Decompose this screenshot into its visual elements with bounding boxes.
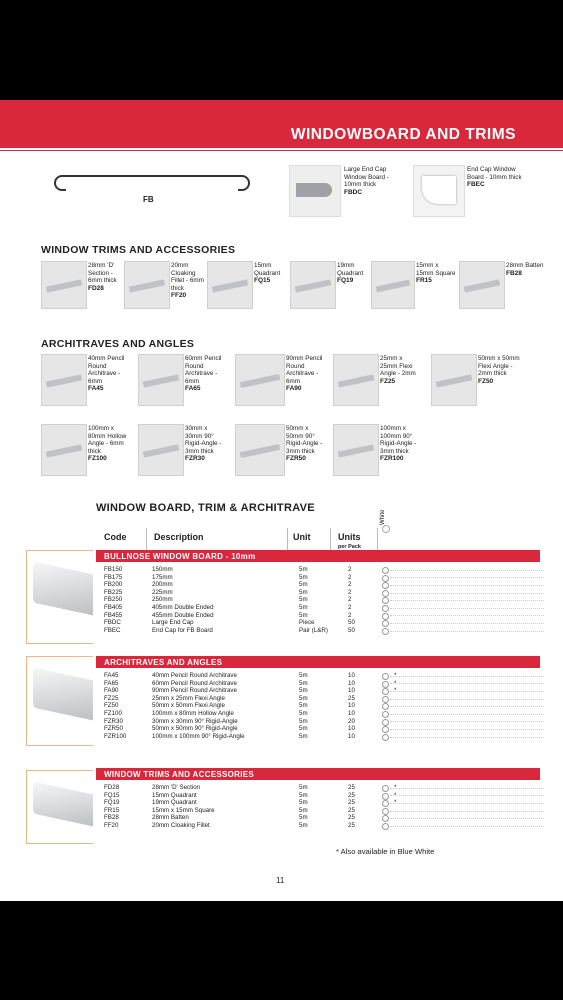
cell-units-per-pack: 10 xyxy=(348,687,355,695)
footnote: * Also available in Blue White xyxy=(336,847,435,856)
profile-shape xyxy=(376,280,411,293)
group-product-image xyxy=(26,550,93,644)
blue-white-star: * xyxy=(394,791,397,799)
table-row xyxy=(104,702,544,710)
row-rule xyxy=(390,706,544,707)
blue-white-star: * xyxy=(394,799,397,807)
profile-shape xyxy=(240,374,280,388)
row-rule xyxy=(390,788,544,789)
cell-units-per-pack: 10 xyxy=(348,709,355,717)
cell-description: 20mm Cloaking Fillet xyxy=(152,821,210,829)
product-thumb xyxy=(235,354,285,406)
cell-description: 28mm Batten xyxy=(152,814,189,822)
product-desc: 60mm Pencil Round Architrave - 6mm xyxy=(185,355,222,385)
cell-unit: 5m xyxy=(299,603,308,611)
product-code: FZR30 xyxy=(185,455,205,462)
profile-shape xyxy=(46,444,82,457)
row-rule xyxy=(390,608,544,609)
table-row xyxy=(104,814,544,822)
cell-code: FB28 xyxy=(104,814,119,822)
product-thumb xyxy=(41,354,87,406)
product-desc: End Cap Window Board - 10mm thick xyxy=(467,166,522,181)
row-rule xyxy=(390,615,544,616)
cell-units-per-pack: 2 xyxy=(348,611,352,619)
profile-shape xyxy=(338,444,374,457)
product-thumb xyxy=(41,261,87,309)
row-rule xyxy=(390,676,544,677)
product-desc: 20mm Cloaking Fillet - 6mm thick xyxy=(171,262,204,292)
fb-profile-drawing xyxy=(52,173,252,195)
cell-units-per-pack: 25 xyxy=(348,791,355,799)
row-rule xyxy=(390,721,544,722)
product-label xyxy=(506,262,546,277)
cell-code: FB455 xyxy=(104,611,123,619)
cell-units-per-pack: 25 xyxy=(348,784,355,791)
cell-description: End Cap for FB Board xyxy=(152,626,213,634)
profile-shape xyxy=(338,374,374,387)
profile-shape xyxy=(212,279,248,292)
cell-description: 60mm Pencil Round Architrave xyxy=(152,679,237,687)
cell-description: 100mm x 100mm 90° Rigid-Angle xyxy=(152,732,245,740)
cell-description: 40mm Pencil Round Architrave xyxy=(152,672,237,679)
table-row xyxy=(104,710,544,718)
product-desc: 50mm x 50mm Flexi Angle - 2mm thick xyxy=(478,355,520,377)
profile-shape xyxy=(436,374,472,387)
group-header xyxy=(96,768,540,780)
row-rule xyxy=(390,585,544,586)
cell-unit: 5m xyxy=(299,799,308,807)
col-divider xyxy=(330,528,331,550)
row-rule xyxy=(390,691,544,692)
group-header xyxy=(96,550,540,562)
cell-unit: 5m xyxy=(299,694,308,702)
cell-code: FB200 xyxy=(104,581,123,589)
cell-code: FZ100 xyxy=(104,709,122,717)
cell-code: FA65 xyxy=(104,679,119,687)
product-thumb xyxy=(371,261,415,309)
product-label xyxy=(416,262,456,285)
product-code: FZ25 xyxy=(380,377,396,385)
table-row xyxy=(104,822,544,830)
product-code: FQ15 xyxy=(254,277,271,284)
cell-units-per-pack: 2 xyxy=(348,596,352,604)
cell-unit: 5m xyxy=(299,611,308,619)
col-divider xyxy=(146,528,147,550)
row-rule xyxy=(390,683,544,684)
col-units: Units xyxy=(338,532,361,542)
cell-description: 200mm xyxy=(152,581,173,589)
cell-code: FB150 xyxy=(104,566,123,573)
group-name: BULLNOSE WINDOW BOARD - 10mm xyxy=(104,551,256,561)
product-desc: 28mm 'D' Section - 6mm thick xyxy=(88,262,117,284)
cell-code: FBEC xyxy=(104,626,121,634)
profile-shape xyxy=(46,279,82,292)
cell-unit: 5m xyxy=(299,581,308,589)
product-label xyxy=(254,262,290,285)
product-code: FZ100 xyxy=(88,455,107,462)
product-desc: 50mm x 50mm 90° Rigid-Angle - 3mm thick xyxy=(286,425,323,455)
cell-units-per-pack: 25 xyxy=(348,799,355,807)
col-divider xyxy=(377,528,378,550)
product-label xyxy=(185,355,225,393)
profile-shape xyxy=(33,782,93,829)
group-rows xyxy=(104,784,544,830)
cell-unit: 5m xyxy=(299,566,308,573)
cell-unit: 5m xyxy=(299,717,308,725)
product-label xyxy=(286,425,326,463)
cell-units-per-pack: 2 xyxy=(348,588,352,596)
profile-shape xyxy=(464,279,500,292)
blue-white-star: * xyxy=(394,672,397,679)
product-code: FZR100 xyxy=(380,455,404,462)
product-thumb xyxy=(290,261,336,309)
cell-unit: 5m xyxy=(299,672,308,679)
cell-description: 30mm x 30mm 90° Rigid-Angle xyxy=(152,717,238,725)
cell-unit: 5m xyxy=(299,791,308,799)
col-units-sub: per Pack xyxy=(338,544,361,550)
product-desc: 30mm x 30mm 90° Rigid-Angle - 3mm thick xyxy=(185,425,222,455)
product-code: FA90 xyxy=(286,385,302,392)
cell-unit: 5m xyxy=(299,821,308,829)
product-label xyxy=(171,262,209,300)
product-label xyxy=(478,355,520,385)
product-thumb xyxy=(138,424,184,476)
profile-shape xyxy=(129,279,165,292)
product-thumb xyxy=(459,261,505,309)
page-title: WINDOWBOARD AND TRIMS xyxy=(290,126,516,143)
cell-units-per-pack: 50 xyxy=(348,626,355,634)
product-desc: 90mm Pencil Round Architrave - 6mm xyxy=(286,355,323,385)
fb-label: FB xyxy=(143,195,154,204)
cell-units-per-pack: 10 xyxy=(348,672,355,679)
product-label xyxy=(380,425,422,463)
white-option-circle xyxy=(382,734,389,741)
cell-description: 455mm Double Ended xyxy=(152,611,214,619)
cell-code: FZR50 xyxy=(104,725,123,733)
product-label xyxy=(380,355,420,385)
row-rule xyxy=(390,699,544,700)
row-rule xyxy=(390,631,544,632)
table-row xyxy=(104,619,544,627)
product-code: FZR50 xyxy=(286,455,306,462)
row-rule xyxy=(390,593,544,594)
table-row xyxy=(104,612,544,620)
cell-unit: 5m xyxy=(299,709,308,717)
cell-description: 225mm xyxy=(152,588,173,596)
cell-units-per-pack: 2 xyxy=(348,566,352,573)
group-rows xyxy=(104,672,544,740)
cell-code: FB225 xyxy=(104,588,123,596)
profile-shape xyxy=(33,562,93,618)
group-name: WINDOW TRIMS AND ACCESSORIES xyxy=(104,769,255,779)
table-row xyxy=(104,799,544,807)
table-row xyxy=(104,672,544,680)
cell-unit: Pair (L&R) xyxy=(299,626,328,634)
cell-description: 15mm x 15mm Square xyxy=(152,806,215,814)
table-row xyxy=(104,680,544,688)
row-rule xyxy=(390,600,544,601)
cell-code: FQ15 xyxy=(104,791,120,799)
table-row xyxy=(104,718,544,726)
cell-units-per-pack: 25 xyxy=(348,806,355,814)
table-row xyxy=(104,725,544,733)
profile-shape xyxy=(33,668,93,723)
product-desc: 25mm x 25mm Flexi Angle - 2mm xyxy=(380,355,416,377)
product-desc: 100mm x 100mm 90° Rigid-Angle - 3mm thick xyxy=(380,425,417,455)
fbdc-label xyxy=(344,166,404,196)
white-option-circle xyxy=(382,823,389,830)
product-thumb xyxy=(138,354,184,406)
cell-code: FZ50 xyxy=(104,702,119,710)
table-row xyxy=(104,574,544,582)
cell-description: Large End Cap xyxy=(152,619,194,627)
cell-description: 175mm xyxy=(152,573,173,581)
product-code: FF20 xyxy=(171,292,187,299)
group-product-image xyxy=(26,656,93,746)
cell-unit: 5m xyxy=(299,573,308,581)
product-thumb xyxy=(207,261,253,309)
blue-white-star: * xyxy=(394,687,397,695)
cell-units-per-pack: 25 xyxy=(348,694,355,702)
col-divider xyxy=(287,528,288,550)
cell-description: 50mm x 50mm 90° Rigid-Angle xyxy=(152,725,238,733)
profile-shape xyxy=(295,279,331,292)
title-divider-red xyxy=(0,150,563,151)
profile-shape xyxy=(240,444,280,458)
cell-code: FB405 xyxy=(104,603,123,611)
cell-code: FA90 xyxy=(104,687,119,695)
cell-description: 28mm 'D' Section xyxy=(152,784,201,791)
table-title: WINDOW BOARD, TRIM & ARCHITRAVE xyxy=(96,502,315,514)
row-rule xyxy=(390,811,544,812)
cell-unit: 5m xyxy=(299,784,308,791)
product-desc: 28mm Batten xyxy=(506,262,544,269)
fbec-thumb xyxy=(413,165,465,217)
cell-code: FB250 xyxy=(104,596,123,604)
cell-code: FQ19 xyxy=(104,799,120,807)
cell-description: 405mm Double Ended xyxy=(152,603,214,611)
white-column-circle xyxy=(382,525,390,533)
cell-code: FZ25 xyxy=(104,694,119,702)
cell-description: 19mm Quadrant xyxy=(152,799,197,807)
architraves-heading: ARCHITRAVES AND ANGLES xyxy=(41,338,195,350)
product-thumb xyxy=(124,261,170,309)
catalogue-page xyxy=(0,100,563,901)
cell-units-per-pack: 2 xyxy=(348,573,352,581)
product-code: FD28 xyxy=(88,284,104,292)
row-rule xyxy=(390,826,544,827)
table-row xyxy=(104,566,544,574)
product-code: FB28 xyxy=(506,269,522,277)
product-code: FQ19 xyxy=(337,277,354,284)
blue-white-star: * xyxy=(394,679,397,687)
table-row xyxy=(104,627,544,635)
cell-unit: 5m xyxy=(299,725,308,733)
cell-description: 250mm xyxy=(152,596,173,604)
row-rule xyxy=(390,623,544,624)
cell-units-per-pack: 2 xyxy=(348,581,352,589)
cell-units-per-pack: 25 xyxy=(348,821,355,829)
cell-units-per-pack: 20 xyxy=(348,717,355,725)
table-row xyxy=(104,695,544,703)
product-code: FR15 xyxy=(416,277,432,284)
product-label xyxy=(88,262,124,292)
cell-unit: 5m xyxy=(299,814,308,822)
col-description: Description xyxy=(154,532,204,542)
cell-code: FZR100 xyxy=(104,732,127,740)
product-code: FBEC xyxy=(467,181,485,188)
cell-code: FZR30 xyxy=(104,717,123,725)
group-product-image xyxy=(26,770,93,844)
product-desc: 15mm x 15mm Square xyxy=(416,262,456,277)
cell-description: 50mm x 50mm Flexi Angle xyxy=(152,702,225,710)
product-code: FA65 xyxy=(185,385,201,392)
cell-units-per-pack: 2 xyxy=(348,603,352,611)
cell-units-per-pack: 10 xyxy=(348,679,355,687)
cell-description: 25mm x 25mm Flexi Angle xyxy=(152,694,225,702)
row-rule xyxy=(390,577,544,578)
cell-description: 15mm Quadrant xyxy=(152,791,197,799)
row-rule xyxy=(390,818,544,819)
product-label xyxy=(88,355,128,393)
cell-unit: 5m xyxy=(299,732,308,740)
trims-heading: WINDOW TRIMS AND ACCESSORIES xyxy=(41,244,236,256)
white-column-label xyxy=(380,510,386,525)
cell-units-per-pack: 25 xyxy=(348,814,355,822)
cell-unit: Piece xyxy=(299,619,315,627)
title-bar xyxy=(0,120,563,148)
table-row xyxy=(104,807,544,815)
product-desc: 100mm x 80mm Hollow Angle - 6mm thick xyxy=(88,425,127,455)
table-row xyxy=(104,604,544,612)
cell-code: FR15 xyxy=(104,806,120,814)
cell-unit: 5m xyxy=(299,679,308,687)
product-desc: 40mm Pencil Round Architrave - 6mm xyxy=(88,355,125,385)
product-thumb xyxy=(333,424,379,476)
table-row xyxy=(104,581,544,589)
blue-white-star: * xyxy=(394,784,397,791)
product-code: FBDC xyxy=(344,188,363,196)
row-rule xyxy=(390,570,544,571)
product-label xyxy=(286,355,326,393)
product-label xyxy=(185,425,225,463)
cell-code: FA45 xyxy=(104,672,119,679)
cell-units-per-pack: 10 xyxy=(348,725,355,733)
cell-code: FB175 xyxy=(104,573,123,581)
col-unit: Unit xyxy=(293,532,311,542)
white-label-text: White xyxy=(380,509,386,525)
fbdc-thumb xyxy=(289,165,341,217)
cell-description: 90mm Pencil Round Architrave xyxy=(152,687,237,695)
product-thumb xyxy=(235,424,285,476)
cell-units-per-pack: 10 xyxy=(348,702,355,710)
fbec-label xyxy=(467,166,529,189)
product-thumb xyxy=(333,354,379,406)
product-desc: Large End Cap Window Board - 10mm thick xyxy=(344,166,389,188)
table-row xyxy=(104,596,544,604)
group-rows xyxy=(104,566,544,634)
profile-shape xyxy=(143,374,179,387)
product-desc: 15mm Quadrant xyxy=(254,262,281,277)
table-row xyxy=(104,687,544,695)
product-label xyxy=(337,262,373,285)
table-row xyxy=(104,784,544,792)
profile-shape xyxy=(46,374,82,387)
white-option-circle xyxy=(382,628,389,635)
page-number: 11 xyxy=(276,876,285,885)
row-rule xyxy=(390,737,544,738)
group-header xyxy=(96,656,540,668)
group-name: ARCHITRAVES AND ANGLES xyxy=(104,657,223,667)
table-row xyxy=(104,589,544,597)
cell-code: FD28 xyxy=(104,784,120,791)
cell-unit: 5m xyxy=(299,806,308,814)
product-code: FZ50 xyxy=(478,377,494,385)
product-code: FA45 xyxy=(88,385,104,392)
row-rule xyxy=(390,795,544,796)
profile-shape xyxy=(143,444,179,457)
cell-code: FF20 xyxy=(104,821,119,829)
table-row xyxy=(104,792,544,800)
table-row xyxy=(104,733,544,741)
cell-description: 100mm x 80mm Hollow Angle xyxy=(152,709,234,717)
row-rule xyxy=(390,729,544,730)
product-thumb xyxy=(41,424,87,476)
cell-code: FBDC xyxy=(104,619,121,627)
row-rule xyxy=(390,803,544,804)
col-code: Code xyxy=(104,532,127,542)
product-label xyxy=(88,425,128,463)
cell-unit: 5m xyxy=(299,702,308,710)
cell-unit: 5m xyxy=(299,596,308,604)
cell-description: 150mm xyxy=(152,566,173,573)
product-desc: 19mm Quadrant xyxy=(337,262,364,277)
cell-unit: 5m xyxy=(299,588,308,596)
cell-units-per-pack: 10 xyxy=(348,732,355,740)
row-rule xyxy=(390,714,544,715)
product-thumb xyxy=(431,354,477,406)
cell-unit: 5m xyxy=(299,687,308,695)
cell-units-per-pack: 50 xyxy=(348,619,355,627)
